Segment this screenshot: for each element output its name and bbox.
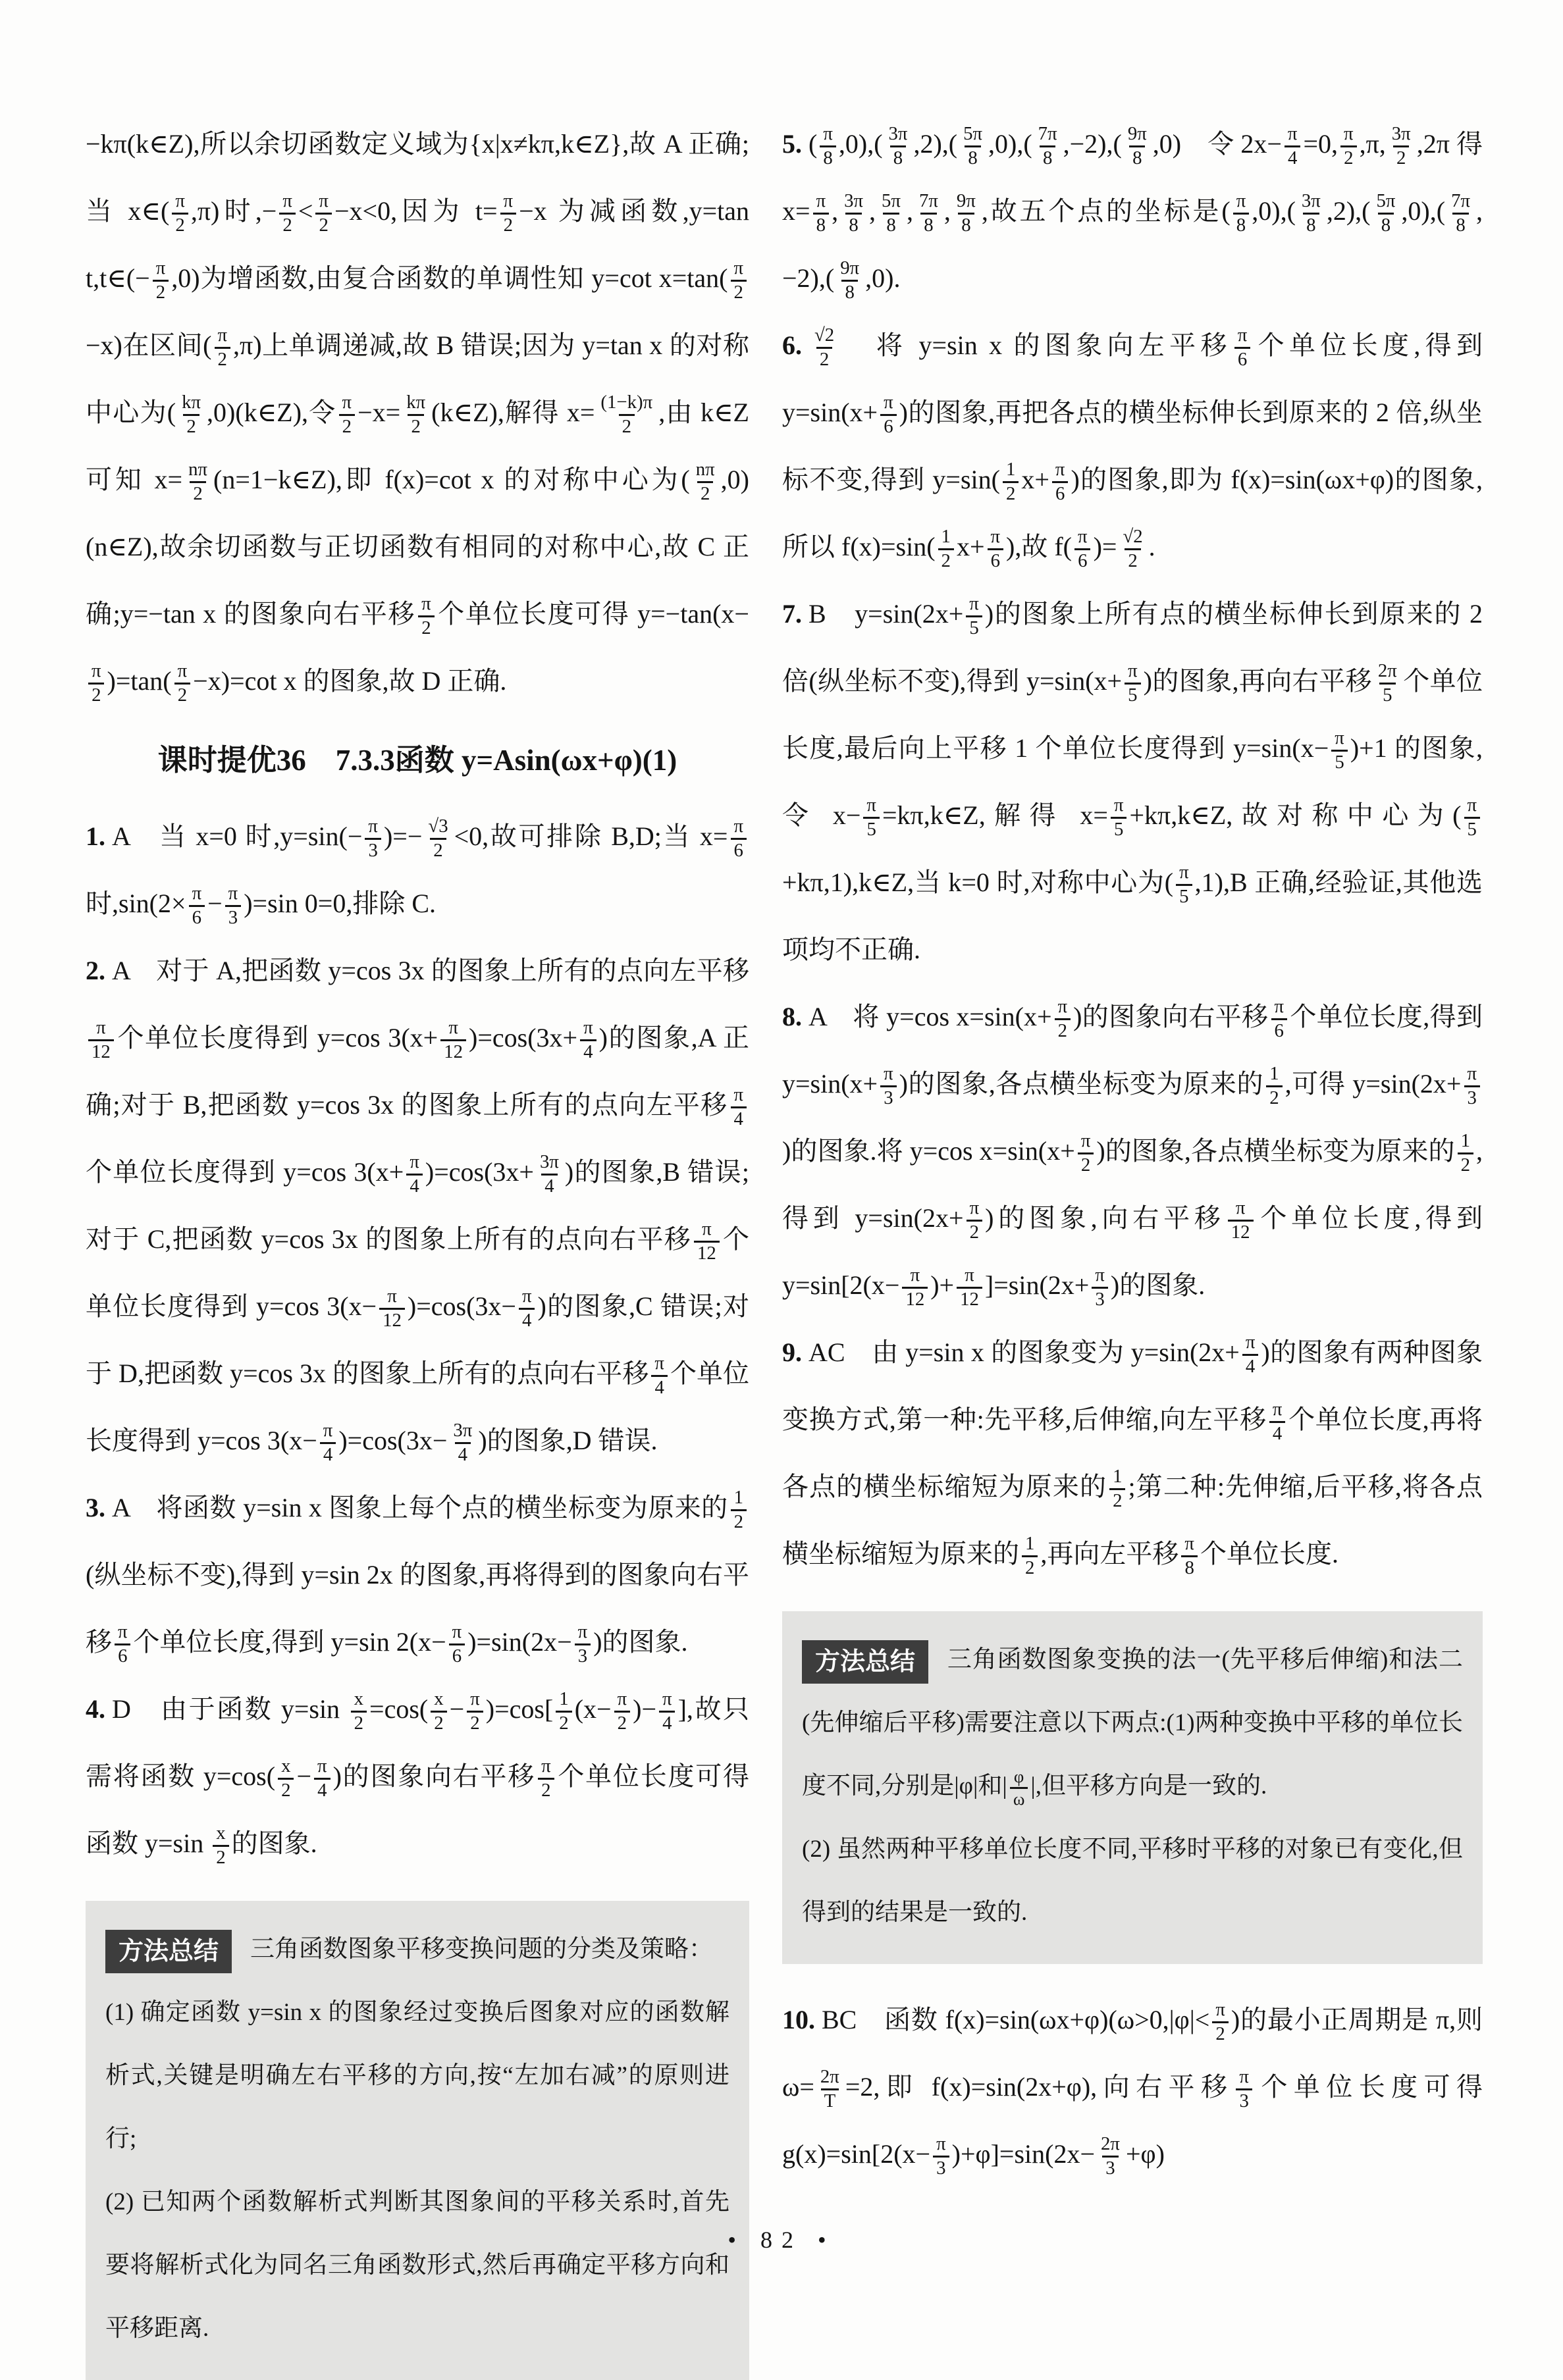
item-body: AC 由 y=sin x 的图象变为 y=sin(2x+ $\frac{\pi}{4}$ )的图象有两种图象变换方式,第一种:先平移,后伸缩,向左平移 $\frac{\pi}{4}$ 个单位长度,再将各点的横坐标缩短为原来的 $\frac{1}{2}$ ;第二种:先伸缩,后平移,将各点横坐标缩短为原来的 $\frac{1}{2}$ ,再向左平移 $\frac{\pi}{8}$ 个单位长度. xyxy=(782,1332,1483,1579)
item-number: 6. xyxy=(782,330,802,360)
method-summary-lead-paragraph xyxy=(802,1628,1463,1818)
answer-item-8 xyxy=(782,983,1483,1319)
item-number: 5. xyxy=(782,129,802,159)
item-number: 2. xyxy=(86,956,105,985)
item-number: 7. xyxy=(782,599,802,629)
method-summary-paragraph: (2) 虽然两种平移单位长度不同,平移时平移的对象已有变化,但得到的结果是一致的. xyxy=(802,1836,1463,1926)
method-summary-paragraph: (1) 确定函数 y=sin x 的图象经过变换后图象对应的函数解析式,关键是明确左右平移的方向,按“左加右减”的原则进行; xyxy=(105,1999,729,2152)
answer-item-2 xyxy=(86,937,749,1474)
answer-item-6 xyxy=(782,312,1483,581)
method-summary-box-2 xyxy=(782,1611,1483,1964)
left-column xyxy=(86,111,749,2380)
method-summary-lead-paragraph xyxy=(105,1918,729,1981)
answer-item-9 xyxy=(782,1319,1483,1588)
answer-item-5 xyxy=(782,111,1483,312)
method-summary-paragraph: (2) 已知两个函数解析式判断其图象间的平移关系时,首先要将解析式化为同名三角函数形式,然后再确定平移方向和平移距离. xyxy=(105,2188,729,2342)
item-body: $\frac{√2}{2}$ 将 y=sin x 的图象向左平移 $\frac{\pi}{6}$ 个单位长度,得到 y=sin(x+ $\frac{\pi}{6}$ )的图象,再把各点的横坐标伸长到原来的 2 倍,纵坐标不变,得到 y=sin( $\frac{1}{2}$ x+ $\frac{\pi}{6}$ )的图象,即为 f(x)=sin(ωx+φ)的图象,所以 f(x)=sin( $\frac{1}{2}$ x+ $\frac{\pi}{6}$ ),故 f( $\frac{\pi}{6}$ )= $\frac{√2}{2}$ . xyxy=(782,324,1483,572)
item-number: 10. xyxy=(782,2005,815,2034)
method-summary-label: 方法总结 xyxy=(105,1930,232,1973)
item-body: BC 函数 f(x)=sin(ωx+φ)(ω>0,|φ|< $\frac{\pi}{2}$ )的最小正周期是 π,则 ω= $\frac{2\pi}{T}$ =2,即 f(x)=sin(2x+φ),向右平移 $\frac{\pi}{3}$ 个单位长度可得 g(x)=sin[2(x− $\frac{\pi}{3}$ )+φ]=sin(2x− $\frac{2\pi}{3}$ +φ) xyxy=(782,1999,1483,2179)
item-number: 8. xyxy=(782,1002,802,1031)
item-body: A 当 x=0 时,y=sin(− $\frac{\pi}{3}$ )=− $\frac{√3}{2}$ <0,故可排除 B,D;当 x= $\frac{\pi}{6}$ 时,sin(2× $\frac{\pi}{6}$ − $\frac{\pi}{3}$ )=sin 0=0,排除 C. xyxy=(86,821,749,918)
right-column xyxy=(782,111,1483,2188)
item-body: D 由于函数 y=sin $\frac{x}{2}$ =cos( $\frac{x}{2}$ − $\frac{\pi}{2}$ )=cos[ $\frac{1}{2}$ (x− $\frac{\pi}{2}$ )− $\frac{\pi}{4}$ ],故只需将函数 y=cos( $\frac{x}{2}$ − $\frac{\pi}{4}$ )的图象向右平移 $\frac{\pi}{2}$ 个单位长度可得函数 y=sin $\frac{x}{2}$ 的图象. xyxy=(86,1688,750,1869)
intro-paragraph xyxy=(86,111,749,715)
answer-item-1 xyxy=(86,803,749,937)
method-summary-lead: 三角函数图象平移变换问题的分类及策略： xyxy=(250,1936,714,1963)
item-body: A 将函数 y=sin x 图象上每个点的横坐标变为原来的 $\frac{1}{2}$ (纵坐标不变),得到 y=sin 2x 的图象,再将得到的图象向右平移 $\frac{\pi}{6}$ 个单位长度,得到 y=sin 2(x− $\frac{\pi}{6}$ )=sin(2x− $\frac{\pi}{3}$ )的图象. xyxy=(86,1487,749,1667)
answer-item-4 xyxy=(86,1676,749,1877)
item-body: B y=sin(2x+ $\frac{\pi}{5}$ )的图象上所有点的横坐标伸长到原来的 2 倍(纵坐标不变),得到 y=sin(x+ $\frac{\pi}{5}$ )的图象,再向右平移 $\frac{2\pi}{5}$ 个单位长度,最后向上平移 1 个单位长度得到 y=sin(x− $\frac{\pi}{5}$ )+1 的图象,令 x− $\frac{\pi}{5}$ =kπ,k∈Z,解得 x= $\frac{\pi}{5}$ +kπ,k∈Z,故对称中心为( $\frac{\pi}{5}$ +kπ,1),k∈Z,当 k=0 时,对称中心为( $\frac{\pi}{5}$ ,1),B 正确,经验证,其他选项均不正确. xyxy=(782,593,1483,964)
method-summary-box-1 xyxy=(86,1901,749,2380)
item-number: 1. xyxy=(86,821,105,851)
item-number: 9. xyxy=(782,1337,802,1367)
method-summary-label: 方法总结 xyxy=(802,1640,928,1684)
answer-item-3 xyxy=(86,1474,749,1676)
answer-item-7 xyxy=(782,581,1483,983)
answer-item-10 xyxy=(782,1986,1483,2188)
item-number: 3. xyxy=(86,1493,105,1522)
item-body: A 对于 A,把函数 y=cos 3x 的图象上所有的点向左平移 $\frac{\pi}{12}$ 个单位长度得到 y=cos 3(x+ $\frac{\pi}{12}$ )=cos(3x+ $\frac{\pi}{4}$ )的图象,A 正确;对于 B,把函数 y=cos 3x 的图象上所有的点向左平移 $\frac{\pi}{4}$ 个单位长度得到 y=cos 3(x+ $\frac{\pi}{4}$ )=cos(3x+ $\frac{3\pi}{4}$ )的图象,B 错误;对于 C,把函数 y=cos 3x 的图象上所有的点向右平移 $\frac{\pi}{12}$ 个单位长度得到 y=cos 3(x− $\frac{\pi}{12}$ )=cos(3x− $\frac{\pi}{4}$ )的图象,C 错误;对于 D,把函数 y=cos 3x 的图象上所有的点向右平移 $\frac{\pi}{4}$ 个单位长度得到 y=cos 3(x− $\frac{\pi}{4}$ )=cos(3x− $\frac{3\pi}{4}$ )的图象,D 错误. xyxy=(86,956,750,1466)
item-number: 4. xyxy=(86,1694,105,1724)
intro-text: −kπ(k∈Z),所以余切函数定义域为{x|x≠kπ,k∈Z},故 A 正确;当 x∈( $\frac{\pi}{2}$ ,π)时,− $\frac{\pi}{2}$ < $\frac{\pi}{2}$ −x<0,因为 t= $\frac{\pi}{2}$ −x 为减函数,y=tan t,t∈(− $\frac{\pi}{2}$ ,0)为增函数,由复合函数的单调性知 y=cot x=tan( $\frac{\pi}{2}$ −x)在区间( $\frac{\pi}{2}$ ,π)上单调递减,故 B 错误;因为 y=tan x 的对称中心为( $\frac{k\pi}{2}$ ,0)(k∈Z),令 $\frac{\pi}{2}$ −x= $\frac{k\pi}{2}$ (k∈Z),解得 x= $\frac{(1-k)\pi}{2}$ ,由 k∈Z 可知 x= $\frac{n\pi}{2}$ (n=1−k∈Z),即 f(x)=cot x 的对称中心为( $\frac{n\pi}{2}$ ,0)(n∈Z),故余切函数与正切函数有相同的对称中心,故 C 正确;y=−tan x 的图象向右平移 $\frac{\pi}{2}$ 个单位长度可得 y=−tan(x− $\frac{\pi}{2}$ )=tan( $\frac{\pi}{2}$ −x)=cot x 的图象,故 D 正确. xyxy=(86,129,749,706)
item-body: ( $\frac{\pi}{8}$ ,0),( $\frac{3\pi}{8}$ ,2),( $\frac{5\pi}{8}$ ,0),( $\frac{7\pi}{8}$ ,−2),( $\frac{9\pi}{8}$ ,0) 令 2x− $\frac{\pi}{4}$ =0, $\frac{\pi}{2}$ ,π, $\frac{3\pi}{2}$ ,2π 得 x= $\frac{\pi}{8}$ , $\frac{3\pi}{8}$ , $\frac{5\pi}{8}$ , $\frac{7\pi}{8}$ , $\frac{9\pi}{8}$ ,故五个点的坐标是( $\frac{\pi}{8}$ ,0),( $\frac{3\pi}{8}$ ,2),( $\frac{5\pi}{8}$ ,0),( $\frac{7\pi}{8}$ ,−2),( $\frac{9\pi}{8}$ ,0). xyxy=(782,123,1483,303)
item-body: A 将 y=cos x=sin(x+ $\frac{\pi}{2}$ )的图象向右平移 $\frac{\pi}{6}$ 个单位长度,得到 y=sin(x+ $\frac{\pi}{3}$ )的图象,各点横坐标变为原来的 $\frac{1}{2}$ ,可得 y=sin(2x+ $\frac{\pi}{3}$ )的图象.将 y=cos x=sin(x+ $\frac{\pi}{2}$ )的图象,各点横坐标变为原来的 $\frac{1}{2}$ ,得到 y=sin(2x+ $\frac{\pi}{2}$ )的图象,向右平移 $\frac{\pi}{12}$ 个单位长度,得到 y=sin[2(x− $\frac{\pi}{12}$ )+ $\frac{\pi}{12}$ ]=sin(2x+ $\frac{\pi}{3}$ )的图象. xyxy=(782,996,1483,1310)
page-number: • 82 • xyxy=(728,2227,835,2253)
section-header: 课时提优36 7.3.3函数 y=Asin(ωx+φ)(1) xyxy=(157,744,677,777)
method-summary-lead: 三角函数图象变换的法一(先平移后伸缩)和法二(先伸缩后平移)需要注意以下两点:(1)两种变换中平移的单位长度不同,分别是|φ|和| $\frac{\varphi}{\omega}$ |,但平移方向是一致的. xyxy=(802,1646,1463,1809)
